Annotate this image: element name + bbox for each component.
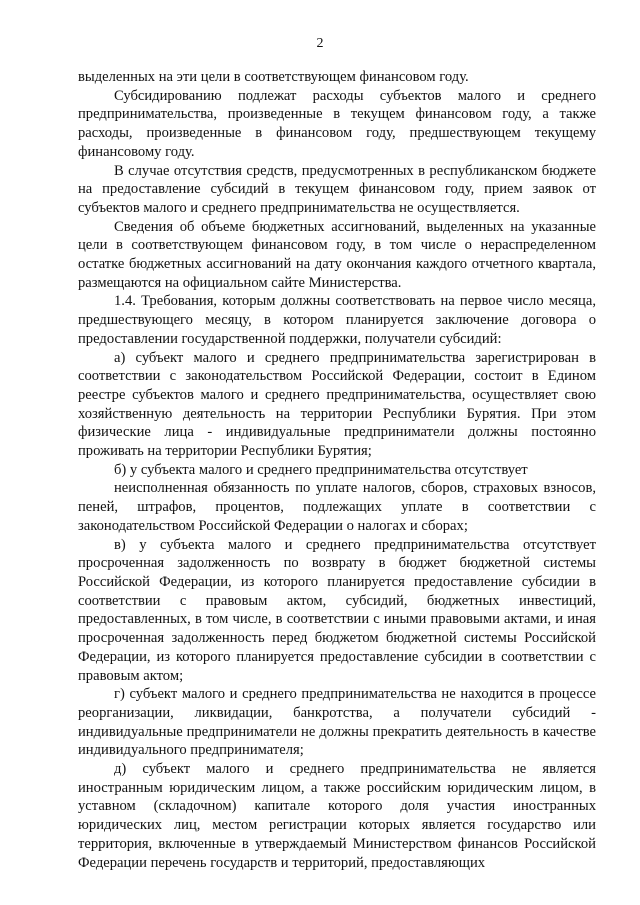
paragraph-p7: неисполненная обязанность по уплате налогов, сборов, страховых взносов, пеней, штрафов, процентов, подлежащих уплате в соответствии с законодательством Российской Федерации о налогах и сборах; [78, 480, 596, 534]
paragraph-p1: Субсидированию подлежат расходы субъектов малого и среднего предпринимательства, произведенные в текущем финансовом году, а также расходы, произведенные в финансовом году, предшествующем текущему финансовому году. [78, 87, 596, 160]
paragraph-p4: 1.4. Требования, которым должны соответствовать на первое число месяца, предшествующего месяцу, в котором планируется заключение договора о предоставлении государственной поддержки, получатели субсидий: [78, 293, 596, 347]
paragraph-p0: выделенных на эти цели в соответствующем финансовом году. [78, 69, 469, 85]
paragraph-p5: а) субъект малого и среднего предпринимательства зарегистрирован в соответствии с законодательством Российской Федерации, состоит в Едином реестре субъектов малого и среднего предпринимательства, осуществляет свою хозяйственную деятельность на территории Республики Бурятия. При этом физические лица - индивидуальные предприниматели должны постоянно проживать на территории Республики Бурятия; [78, 349, 596, 460]
page-number: 2 [316, 36, 324, 51]
paragraph-p8: в) у субъекта малого и среднего предпринимательства отсутствует просроченная задолженность по возврату в бюджет бюджетной системы Российской Федерации, из которого планируется предоставление субсидии в соответствии с правовым актом, субсидий, бюджетных инвестиций, предоставленных, в том числе, в соответствии с иными правовыми актами, и иная просроченная задолженность перед бюджетом бюджетной системы Российской Федерации, из которого планируется предоставление субсидии в соответствии с правовым актом; [78, 536, 596, 684]
paragraph-p3: Сведения об объеме бюджетных ассигнований, выделенных на указанные цели в соответствующем финансовом году, в том числе о нераспределенном остатке бюджетных ассигнований на дату окончания каждого отчетного квартала, размещаются на официальном сайте Министерства. [78, 218, 596, 291]
paragraph-p9: г) субъект малого и среднего предпринимательства не находится в процессе реорганизации, ликвидации, банкротства, а получатели субсидий - индивидуальные предприниматели не должны прекратить деятельность в качестве индивидуального предпринимателя; [78, 686, 596, 759]
paragraph-p6: б) у субъекта малого и среднего предпринимательства отсутствует [114, 461, 528, 478]
paragraph-p2: В случае отсутствия средств, предусмотренных в республиканском бюджете на предоставление субсидий в текущем финансовом году, прием заявок от субъектов малого и среднего предпринимательства не осуществляется. [78, 162, 596, 216]
document-body [78, 68, 596, 872]
paragraph-p10: д) субъект малого и среднего предпринимательства не является иностранным юридическим лицом, а также российским юридическим лицом, в уставном (складочном) капитале которого доля участия иностранных юридических лиц, местом регистрации которых является государство или территория, включенные в утверждаемый Министерством финансов Российской Федерации перечень государств и территорий, предоставляющих [78, 761, 596, 871]
